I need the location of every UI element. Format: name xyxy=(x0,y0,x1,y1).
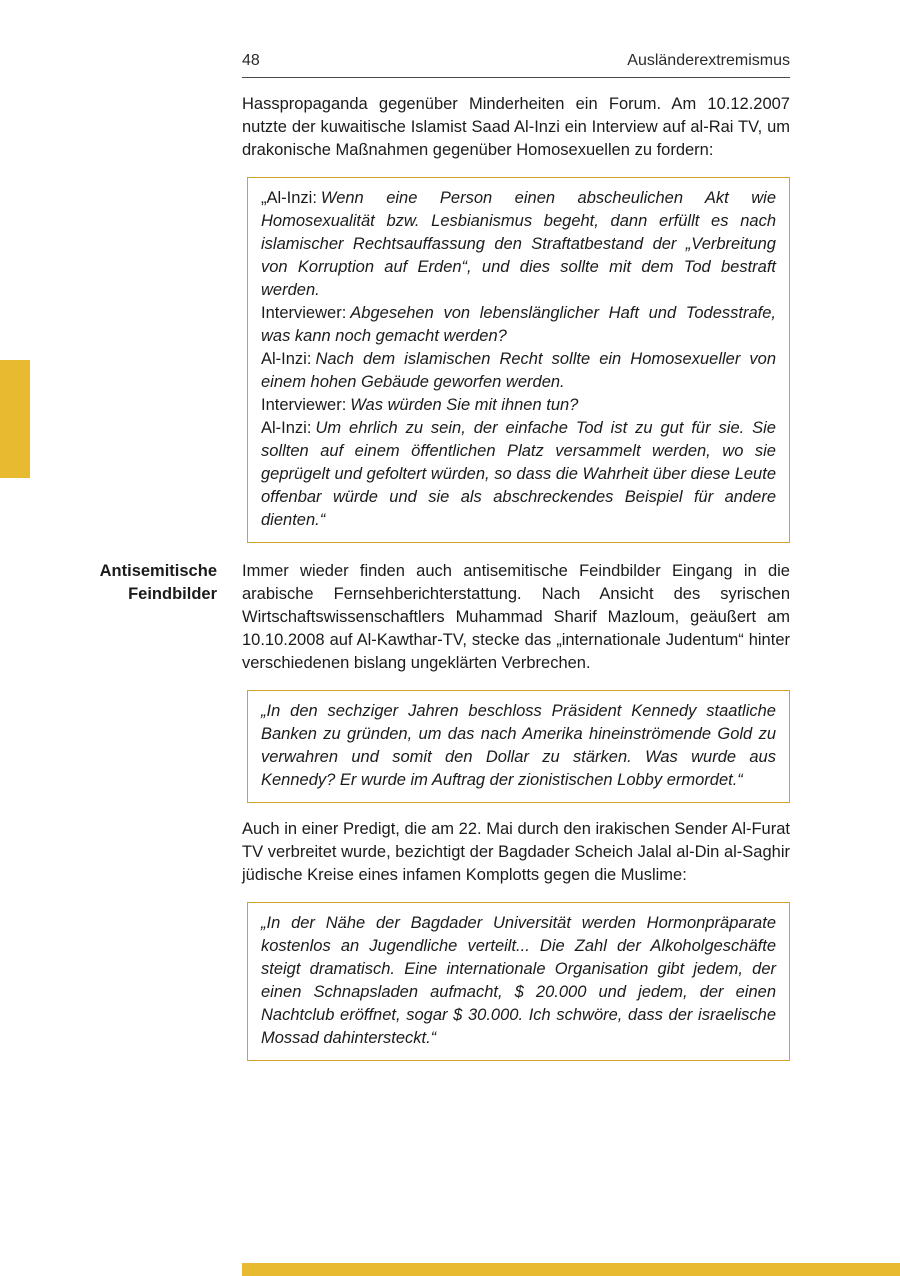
quote-block-mossad xyxy=(247,902,790,1061)
quote-text: Abgesehen von lebenslänglicher Haft und Todesstrafe, was kann noch gemacht werden? xyxy=(261,304,776,345)
quote-text: „In der Nähe der Bagdader Universität werden Hormonpräparate kostenlos an Jugendliche verteilt... Die Zahl der Alkoholgeschäfte steigt dramatisch. Eine internationale Organisation gibt jedem, der einen Schnapsladen aufmacht, $ 20.000 und jedem, der einen Nachtclub eröffnet, sogar $ 30.000. Ich schwöre, dass der israelische Mossad dahintersteckt.“ xyxy=(261,914,776,1047)
paragraph-antisemitism: Immer wieder finden auch antisemitische Feindbilder Eingang in die arabische Fernsehberichterstattung. Nach Ansicht des syrischen Wirtschaftswissenschaftlers Muhammad Sharif Mazloum, geäußert am 10.10.2008 auf Al-Kawthar-TV, stecke das „internationale Judentum“ hinter verschiedenen bislang ungeklärten Verbrechen. xyxy=(242,562,790,672)
quote-text: Um ehrlich zu sein, der einfache Tod ist zu gut für sie. Sie sollten auf einem öffentlichen Platz versammelt werden, wo sie geprügelt und gefoltert würden, so dass die Wahrheit über diese Leute offenbar würde und sie als abschreckendes Beispiel für andere dienten.“ xyxy=(261,419,776,529)
section-antisemitische-feindbilder xyxy=(99,560,790,675)
paragraph-intro: Hasspropaganda gegenüber Minderheiten ein Forum. Am 10.12.2007 nutzte der kuwaitische Islamist Saad Al-Inzi ein Interview auf al-Rai TV, um drakonische Maßnahmen gegenüber Homosexuellen zu fordern: xyxy=(242,95,790,159)
speaker-label: Al-Inzi: xyxy=(261,350,312,368)
speaker-label: Interviewer: xyxy=(261,396,347,414)
paragraph-predigt: Auch in einer Predigt, die am 22. Mai durch den irakischen Sender Al-Furat TV verbreitet wurde, bezichtigt der Bagdader Scheich Jalal al-Din al-Saghir jüdische Kreise eines infamen Komplotts gegen die Muslime: xyxy=(242,820,790,884)
quote-turn xyxy=(261,417,776,532)
page-header xyxy=(242,52,790,78)
quote-block-kennedy xyxy=(247,690,790,803)
speaker-label: Interviewer: xyxy=(261,304,347,322)
quote-text: Nach dem islamischen Recht sollte ein Homosexueller von einem hohen Gebäude geworfen werden. xyxy=(261,350,776,391)
quote-text: Was würden Sie mit ihnen tun? xyxy=(350,396,579,414)
quote-turn xyxy=(261,394,776,417)
speaker-label: Al-Inzi: xyxy=(261,419,312,437)
quote-turn xyxy=(261,187,776,302)
margin-accent-tab xyxy=(0,360,30,478)
chapter-title: Ausländerextremismus xyxy=(627,52,790,69)
quote-block-interview xyxy=(247,177,790,543)
quote-turn xyxy=(261,348,776,394)
quote-turn xyxy=(261,302,776,348)
quote-text: Wenn eine Person einen abscheulichen Akt wie Homosexualität bzw. Lesbianismus begeht, dann erfüllt es nach islamischer Rechtsauffassung den Straftatbestand der „Verbreitung von Korruption auf Erden“, und dies sollte mit dem Tod bestraft werden. xyxy=(261,189,776,299)
footer-accent-bar xyxy=(242,1263,900,1276)
page-number: 48 xyxy=(242,52,260,69)
margin-label: Antisemitische Feindbilder xyxy=(99,562,217,603)
text-column xyxy=(99,52,790,1061)
speaker-label: „Al-Inzi: xyxy=(261,189,317,207)
quote-text: „In den sechziger Jahren beschloss Präsident Kennedy staatliche Banken zu gründen, um das nach Amerika hineinströmende Gold zu verwahren und somit den Dollar zu stärken. Was wurde aus Kennedy? Er wurde im Auftrag der zionistischen Lobby ermordet.“ xyxy=(261,702,776,789)
